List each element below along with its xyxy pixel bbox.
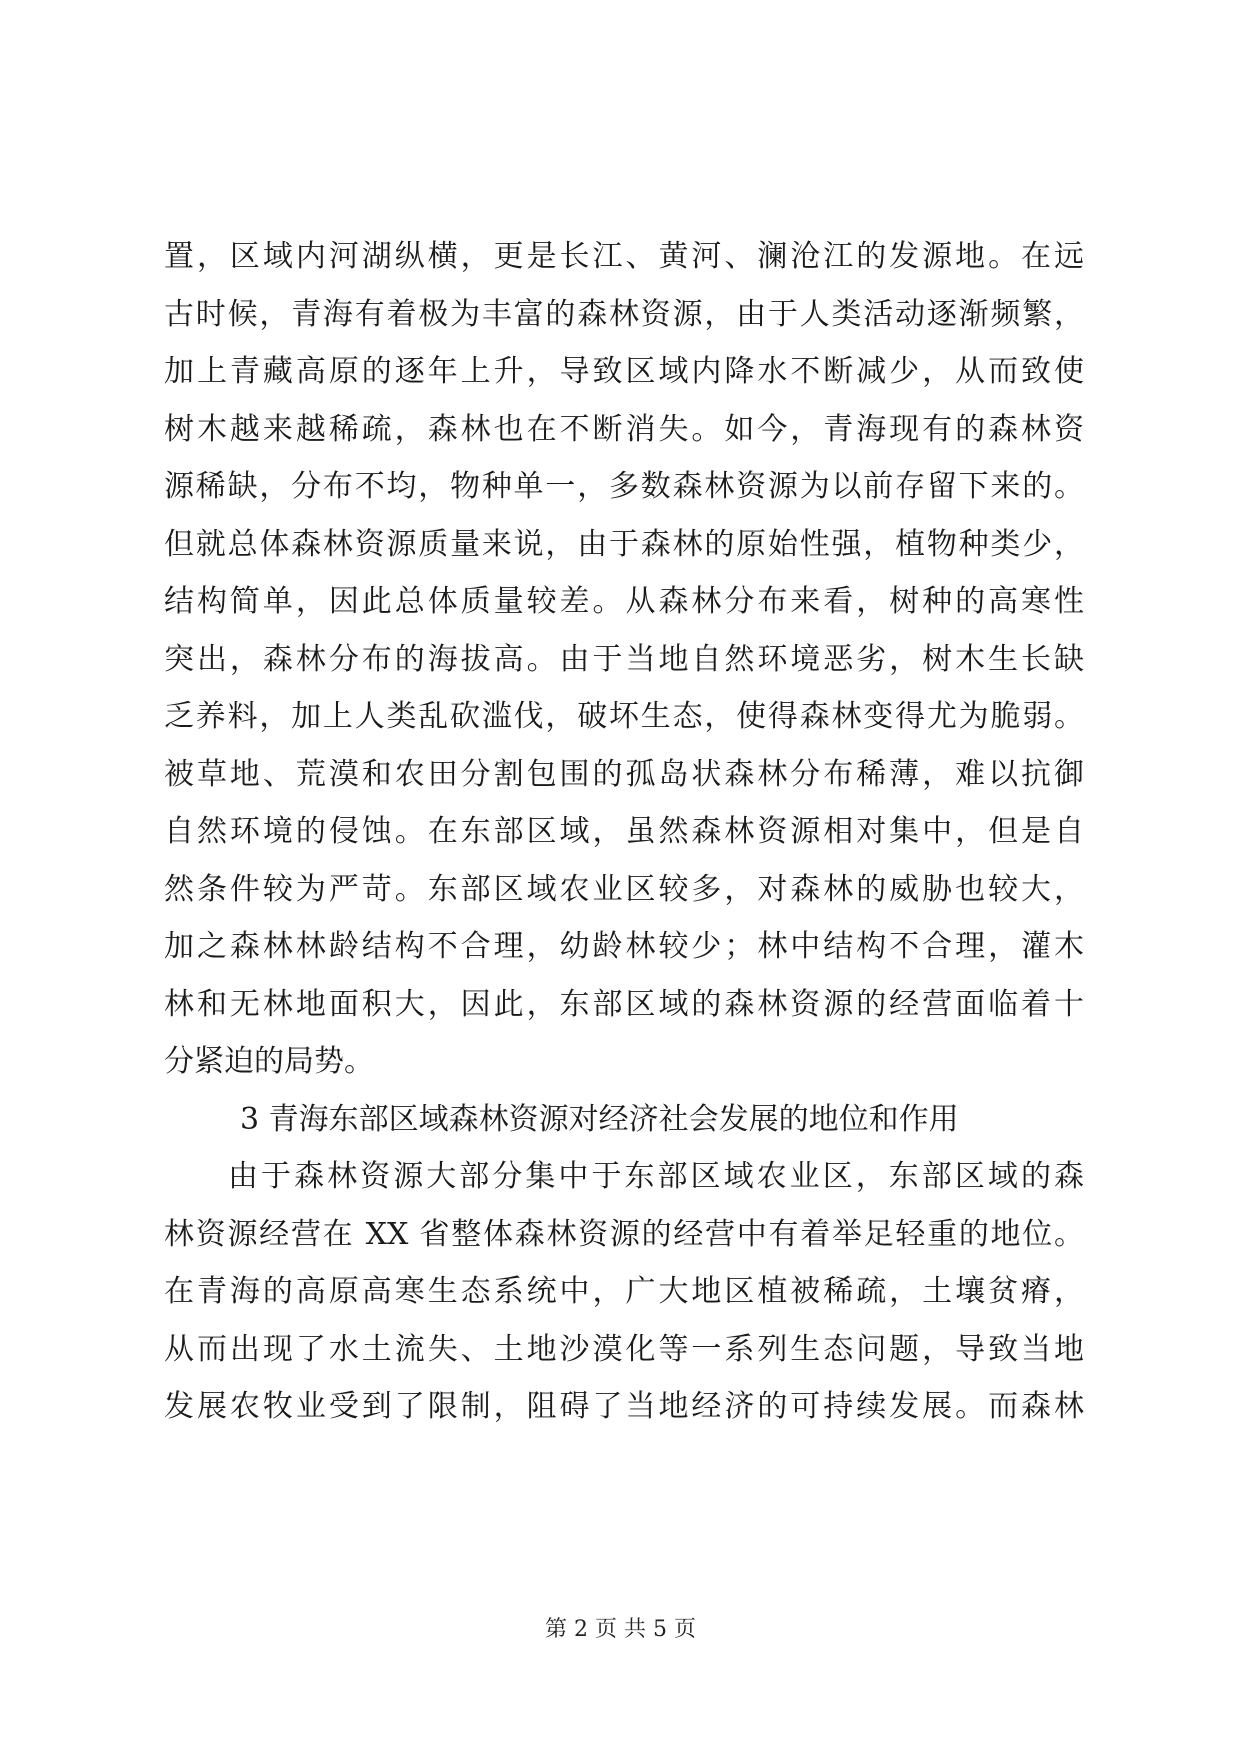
page-number-footer: 第 2 页 共 5 页 [545, 1617, 696, 1642]
text-line: 源稀缺，分布不均，物种单一，多数森林资源为以前存留下来的。 [164, 469, 1084, 504]
paragraph-2 [164, 1148, 1084, 1436]
text-line: 从而出现了水土流失、土地沙漠化等一系列生态问题，导致当地 [164, 1331, 1084, 1367]
document-body [164, 228, 1084, 1436]
paragraph-1 [164, 228, 1084, 1091]
text-line: 由于森林资源大部分集中于东部区域农业区，东部区域的森 [228, 1159, 1084, 1194]
text-line: 分紧迫的局势。 [164, 1044, 374, 1079]
section-heading: 3 青海东部区域森林资源对经济社会发展的地位和作用 [240, 1101, 959, 1137]
text-line: 置，区域内河湖纵横，更是长江、黄河、澜沧江的发源地。在远 [164, 239, 1084, 274]
text-line: 然条件较为严苛。东部区域农业区较多，对森林的威胁也较大， [164, 871, 1084, 907]
text-line: 树木越来越稀疏，森林也在不断消失。如今，青海现有的森林资 [164, 411, 1084, 447]
text-line: 突出，森林分布的海拔高。由于当地自然环境恶劣，树木生长缺 [164, 641, 1084, 677]
text-line: 在青海的高原高寒生态系统中，广大地区植被稀疏，土壤贫瘠， [164, 1274, 1084, 1309]
text-line: 加上青藏高原的逐年上升，导致区域内降水不断减少，从而致使 [164, 354, 1084, 389]
text-line: 被草地、荒漠和农田分割包围的孤岛状森林分布稀薄，难以抗御 [164, 756, 1084, 792]
text-line: 发展农牧业受到了限制，阻碍了当地经济的可持续发展。而森林 [164, 1389, 1084, 1424]
text-line: 林资源经营在 XX 省整体森林资源的经营中有着举足轻重的地位。 [164, 1216, 1084, 1252]
text-line: 但就总体森林资源质量来说，由于森林的原始性强，植物种类少， [164, 526, 1084, 562]
text-line: 林和无林地面积大，因此，东部区域的森林资源的经营面临着十 [164, 986, 1084, 1022]
text-line: 古时候，青海有着极为丰富的森林资源，由于人类活动逐渐频繁， [164, 296, 1084, 332]
text-line: 加之森林林龄结构不合理，幼龄林较少；林中结构不合理，灌木 [164, 929, 1084, 964]
text-line: 自然环境的侵蚀。在东部区域，虽然森林资源相对集中，但是自 [164, 814, 1084, 849]
text-line: 结构简单，因此总体质量较差。从森林分布来看，树种的高寒性 [164, 584, 1084, 619]
text-line: 乏养料，加上人类乱砍滥伐，破坏生态，使得森林变得尤为脆弱。 [164, 699, 1084, 734]
